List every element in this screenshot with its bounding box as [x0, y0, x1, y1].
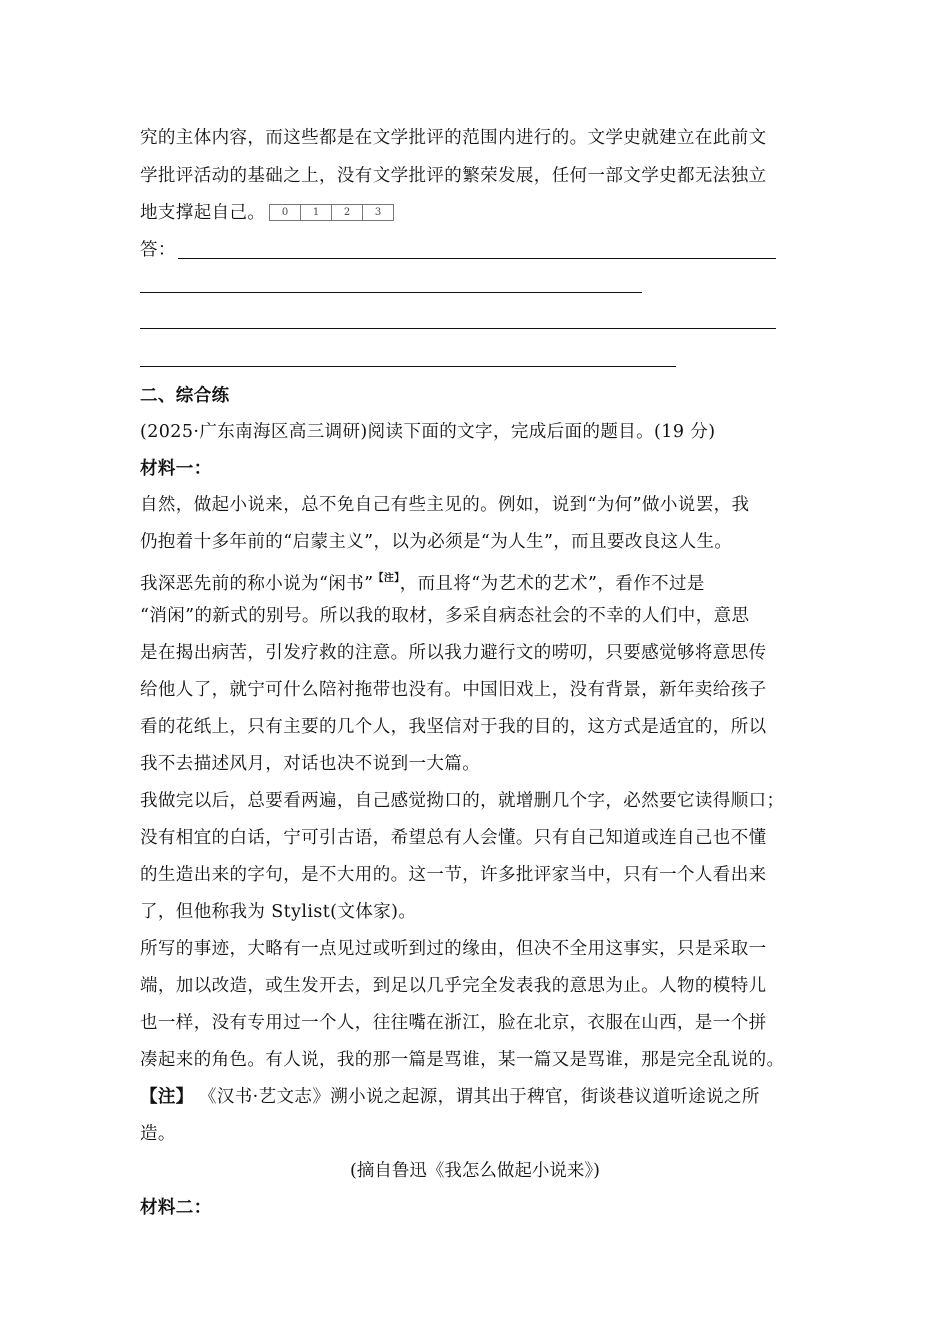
paragraph-line-with-score — [140, 201, 394, 225]
paragraph-line: 给他人了，就宁可什么陪衬拖带也没有。中国旧戏上，没有背景，新年卖给孩子 — [140, 680, 767, 700]
paragraph-segment: ，而且将“为艺术的艺术”，看作不过是 — [399, 574, 705, 594]
answer-blank-line[interactable] — [140, 292, 642, 293]
paragraph-segment: 我深恶先前的称小说为“闲书” — [140, 574, 374, 594]
note-text: 《汉书·艺文志》溯小说之起源，谓其出于稗官，街谈巷议道听途说之所 — [207, 1087, 760, 1107]
note-label: 【注】 — [140, 1087, 194, 1107]
material1-label: 材料一： — [140, 459, 212, 479]
source-citation: (摘自鲁迅《我怎么做起小说来》) — [350, 1161, 600, 1181]
material2-label: 材料二： — [140, 1198, 212, 1218]
score-box-2[interactable]: 2 — [332, 205, 363, 220]
paragraph-line: 我做完以后，总要看两遍，自己感觉拗口的，就增删几个字，必然要它读得顺口； — [140, 791, 785, 811]
paragraph-line: 没有相宜的白话，宁可引古语，希望总有人会懂。只有自己知道或连自己也不懂 — [140, 828, 767, 848]
paragraph-line: 究的主体内容，而这些都是在文学批评的范围内进行的。文学史就建立在此前文 — [140, 128, 767, 148]
paragraph-line: 了，但他称我为 Stylist(文体家)。 — [140, 902, 417, 922]
answer-blank-line[interactable] — [140, 366, 676, 367]
question-intro: (2025·广东南海区高三调研)阅读下面的文字，完成后面的题目。(19 分) — [140, 422, 716, 442]
paragraph-line: 地支撑起自己。 — [140, 203, 266, 223]
paragraph-line: “消闲”的新式的别号。所以我的取材，多采自病态社会的不幸的人们中，意思 — [140, 606, 750, 626]
note-line — [140, 1085, 760, 1109]
paragraph-line: 的生造出来的字句，是不大用的。这一节，许多批评家当中，只有一个人看出来 — [140, 865, 767, 885]
score-box-1[interactable]: 1 — [301, 205, 332, 220]
paragraph-line: 我不去描述风月，对话也决不说到一大篇。 — [140, 754, 481, 774]
paragraph-line: 学批评活动的基础之上，没有文学批评的繁荣发展，任何一部文学史都无法独立 — [140, 166, 767, 186]
paragraph-line: 端，加以改造，或生发开去，到足以几乎完全发表我的意思为止。人物的模特儿 — [140, 976, 767, 996]
paragraph-line: 看的花纸上，只有主要的几个人，我坚信对于我的目的，这方式是适宜的，所以 — [140, 717, 767, 737]
paragraph-line: 所写的事迹，大略有一点见过或听到过的缘由，但决不全用这事实，只是采取一 — [140, 939, 767, 959]
score-box-3[interactable]: 3 — [374, 207, 382, 218]
paragraph-line: 凑起来的角色。有人说，我的那一篇是骂谁，某一篇又是骂谁，那是完全乱说的。 — [140, 1050, 785, 1070]
note-line: 造。 — [140, 1124, 176, 1144]
answer-label: 答： — [140, 240, 176, 260]
section-heading: 二、综合练 — [140, 386, 230, 406]
paragraph-line: 是在揭出病苦，引发疗救的注意。所以我力避行文的唠叨，只要感觉够将意思传 — [140, 643, 767, 663]
answer-blank-line[interactable] — [178, 258, 776, 259]
answer-blank-line[interactable] — [140, 328, 776, 329]
paragraph-line-with-note — [140, 567, 705, 596]
score-boxes — [269, 204, 394, 221]
paragraph-line: 仍抱着十多年前的“启蒙主义”，以为必须是“为人生”，而且要改良这人生。 — [140, 532, 733, 552]
paragraph-line: 也一样，没有专用过一个人，往往嘴在浙江，脸在北京，衣服在山西，是一个拼 — [140, 1013, 767, 1033]
paragraph-line: 自然，做起小说来，总不免自己有些主见的。例如，说到“为何”做小说罢，我 — [140, 495, 750, 515]
note-marker: 【注】 — [373, 573, 400, 584]
score-box-0[interactable]: 0 — [270, 205, 301, 220]
